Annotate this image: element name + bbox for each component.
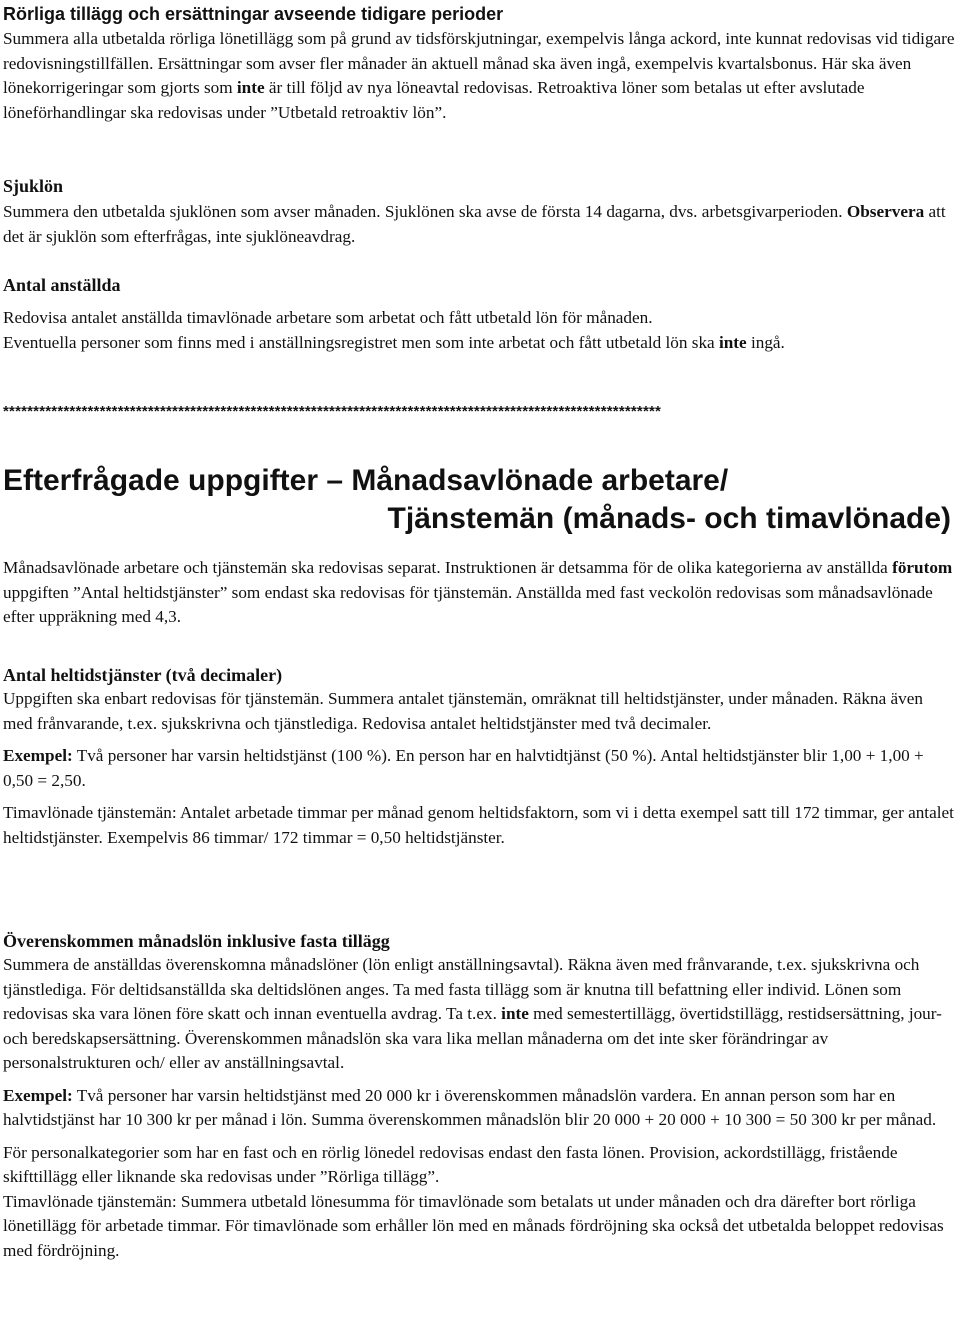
section-body: Redovisa antalet anställda timavlönade arbetare som arbetat och fått utbetald lön för månaden. (3, 308, 653, 327)
body-text: Två personer har varsin heltidstjänst med 20 000 kr i överenskommen månadslön vardera. En annan person som har en halvtidstjänst har 10 300 kr per månad i lön. Summa överenskommen månadslön blir 20 000 + 20 000 + 10 300 = 50 300 kr per månad. (3, 1085, 937, 1129)
section-heading: Sjuklön (3, 176, 64, 196)
emphasis-text: inte (501, 1004, 529, 1023)
page-title (3, 462, 955, 538)
body-text: ingå. (746, 332, 785, 352)
body-text: är till följd av nya löneavtal redovisas. Retroaktiva löner som betalas ut efter avslutade löneförhandlingar ska redovisas under ”Utbetald retroaktiv lön”. (3, 78, 865, 122)
emphasis-text: inte (718, 332, 747, 352)
section-antal-anstallda (3, 273, 955, 355)
body-text: Summera alla utbetalda rörliga lönetillägg som på grund av tidsförskjutningar, exempelvis långa ackord, inte kunnat redovisas vid tidigare redovisningstillfällen. Ersättningar som avser fler månader än aktuell månad ska även ingå, exempelvis kvartalsbonus. Här ska även lönekorrigeringar som gjorts som (3, 29, 955, 97)
section-body (3, 27, 955, 125)
title-line-2: Tjänstemän (månads- och timavlönade) (387, 502, 951, 535)
body-text: Månadsavlönade arbetare och tjänstemän ska redovisas separat. Instruktionen är detsamma för de olika kategorierna av anställda (3, 558, 893, 577)
section-heading: Överenskommen månadslön inklusive fasta tillägg (3, 931, 390, 951)
body-text: Summera den utbetalda sjuklönen som avser månaden. Sjuklönen ska avse de första 14 dagarna, dvs. arbetsgivarperioden. (3, 202, 847, 221)
body-text: Summera de anställdas överenskomna månadslöner (lön enligt anställningsavtal). Räkna även med frånvarande, t.ex. sjukskrivna och tjänstlediga. För deltidsanställda ska deltidslönen anges. Ta med fasta tillägg som är knutna till befattning eller individ. Lönen som redovisas ska vara lönen före skatt och innan eventuella avdrag. Ta t.ex. (3, 955, 920, 1023)
body-text: Eventuella personer som finns med i anställningsregistret men som inte arbetat och fått utbetald lön ska (3, 332, 719, 352)
emphasis-text: inte (236, 78, 265, 97)
section-heading: Rörliga tillägg och ersättningar avseende tidigare perioder (3, 4, 504, 24)
example-paragraph (3, 744, 955, 793)
intro-paragraph (3, 556, 955, 630)
body-text: att det är sjuklön som efterfrågas, inte sjuklöneavdrag. (3, 202, 946, 246)
title-line-1: Efterfrågade uppgifter – Månadsavlönade arbetare/ (3, 464, 729, 497)
section-body: För personalkategorier som har en fast och en rörlig lönedel redovisas endast den fasta lönen. Provision, ackordstillägg, fristående skifttillägg eller liknande ska redovisas under ”Rörliga tillägg”. (3, 1142, 898, 1186)
hourly-paragraph: Timavlönade tjänstemän: Antalet arbetade timmar per månad genom heltidsfaktorn, som vi i detta exempel satt till 172 timmar, ger antalet heltidstjänster. Exempelvis 86 timmar/ 172 timmar = 0,50 heltidstjänster. (3, 803, 954, 847)
section-body: Uppgiften ska enbart redovisas för tjänstemän. Summera antalet tjänstemän, omräknat till heltidstjänster, under månaden. Räkna även med frånvarande, t.ex. sjukskrivna och tjänstlediga. Redovisa antalet heltidstjänster med två decimaler. (3, 689, 923, 733)
emphasis-text: Observera (846, 202, 925, 221)
section-body (3, 331, 955, 356)
section-sjuklon (3, 174, 955, 249)
section-rorliga-tillagg (3, 2, 955, 125)
asterisk-separator: ************************************************************************************************************* (3, 403, 662, 420)
example-label: Exempel: (3, 746, 73, 765)
section-overenskommen-manadslon (3, 929, 955, 1263)
example-label: Exempel: (3, 1085, 73, 1105)
section-heading: Antal anställda (3, 275, 121, 295)
section-body (3, 200, 955, 249)
body-text: uppgiften ”Antal heltidstjänster” som endast ska redovisas för tjänstemän. Anställda med fast veckolön redovisas som månadsavlönade efter uppräkning med 4,3. (3, 582, 933, 626)
body-text: med semestertillägg, övertidstillägg, restidsersättning, jour- och beredskapsersättning. Överenskommen månadslön ska vara lika mellan månaderna om det inte sker förändringar av personalstrukturen och/ eller av anställningsavtal. (3, 1004, 942, 1072)
section-body: Timavlönade tjänstemän: Summera utbetald lönesumma för timavlönade som betalats ut under månaden och dra därefter bort rörliga lönetillägg för arbetade timmar. För timavlönade som erhåller lön med en månads fördröjning ska också det utbetalda beloppet redovisas med fördröjning. (3, 1191, 944, 1260)
section-body (3, 953, 955, 1076)
section-heading: Antal heltidstjänster (två decimaler) (3, 665, 283, 685)
body-text: Två personer har varsin heltidstjänst (100 %). En person har en halvtidtjänst (50 %). Antal heltidstjänster blir 1,00 + 1,00 + 0,50 = 2,50. (3, 746, 924, 790)
section-antal-heltidstjanster (3, 663, 955, 850)
emphasis-text: förutom (892, 558, 953, 577)
example-paragraph (3, 1084, 955, 1133)
